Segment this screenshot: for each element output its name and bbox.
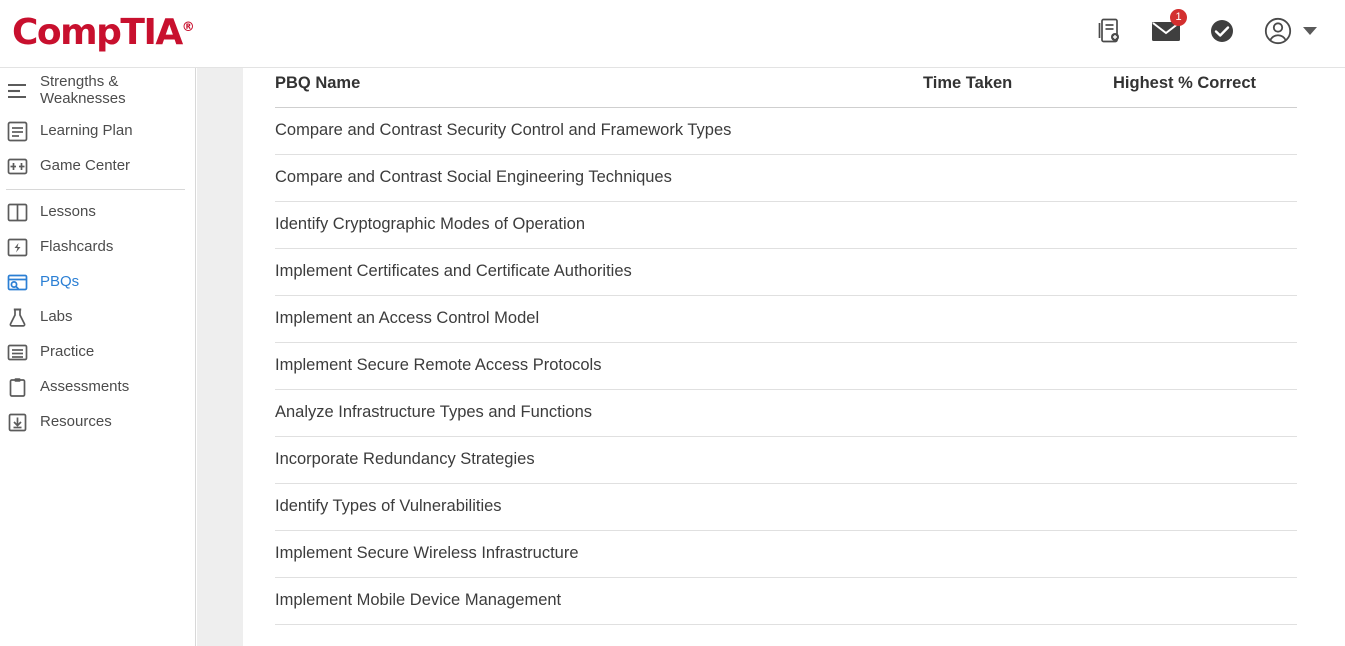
table-row[interactable] <box>275 343 1297 390</box>
table-row[interactable] <box>275 155 1297 202</box>
highest-percent-cell <box>1113 484 1297 531</box>
column-header-pbq-name[interactable]: PBQ Name <box>275 68 923 108</box>
sidebar-item-flashcards[interactable] <box>0 230 195 265</box>
sidebar-item-resources[interactable] <box>0 405 195 440</box>
highest-percent-cell <box>1113 390 1297 437</box>
game-icon <box>6 156 28 178</box>
mail-icon[interactable] <box>1151 11 1182 48</box>
pbq-table-body <box>275 108 1297 625</box>
table-row[interactable] <box>275 296 1297 343</box>
time-taken-cell <box>923 390 1113 437</box>
practice-icon <box>6 342 28 364</box>
highest-percent-cell <box>1113 578 1297 625</box>
time-taken-cell <box>923 437 1113 484</box>
table-row[interactable] <box>275 249 1297 296</box>
pbq-name-cell[interactable]: Compare and Contrast Security Control and Framework Types <box>275 108 923 155</box>
sidebar-item-label: Resources <box>40 413 112 431</box>
pbq-icon <box>6 272 28 294</box>
table-row[interactable] <box>275 390 1297 437</box>
table-row[interactable] <box>275 202 1297 249</box>
logo-trademark: ® <box>181 20 194 35</box>
pbq-table-wrapper <box>275 68 1297 625</box>
table-row[interactable] <box>275 578 1297 625</box>
sidebar-item-label: Assessments <box>40 378 130 396</box>
pbq-name-cell[interactable]: Implement Secure Remote Access Protocols <box>275 343 923 390</box>
sidebar-item-game-center[interactable] <box>0 149 195 184</box>
pbq-name-cell[interactable]: Identify Cryptographic Modes of Operation <box>275 202 923 249</box>
sidebar-item-label: Flashcards <box>40 238 114 256</box>
flashcards-icon <box>6 237 28 259</box>
highest-percent-cell <box>1113 249 1297 296</box>
comptia-logo[interactable] <box>12 6 212 53</box>
pbq-name-cell[interactable]: Incorporate Redundancy Strategies <box>275 437 923 484</box>
sidebar-item-label: Learning Plan <box>40 122 133 140</box>
column-header-time-taken[interactable]: Time Taken <box>923 68 1113 108</box>
highest-percent-cell <box>1113 296 1297 343</box>
logo-text: CompTIA <box>12 12 182 53</box>
table-row[interactable] <box>275 484 1297 531</box>
pbq-table-head <box>275 68 1297 108</box>
sidebar-item-labs[interactable] <box>0 300 195 335</box>
time-taken-cell <box>923 202 1113 249</box>
table-row[interactable] <box>275 108 1297 155</box>
highest-percent-cell <box>1113 531 1297 578</box>
chevron-down-icon[interactable] <box>1303 27 1317 35</box>
pbq-name-cell[interactable]: Identify Types of Vulnerabilities <box>275 484 923 531</box>
pbq-content-area <box>243 68 1345 646</box>
pbq-name-cell[interactable]: Implement Mobile Device Management <box>275 578 923 625</box>
list-icon <box>6 121 28 143</box>
table-row[interactable] <box>275 437 1297 484</box>
header-icon-group <box>1095 11 1317 48</box>
pbq-name-cell[interactable]: Implement Secure Wireless Infrastructure <box>275 531 923 578</box>
time-taken-cell <box>923 296 1113 343</box>
highest-percent-cell <box>1113 202 1297 249</box>
check-cloud-icon[interactable] <box>1207 14 1237 48</box>
download-icon <box>6 412 28 434</box>
flask-icon <box>6 307 28 329</box>
pbq-name-cell[interactable]: Compare and Contrast Social Engineering Techniques <box>275 155 923 202</box>
sidebar-item-practice[interactable] <box>0 335 195 370</box>
book-icon <box>6 202 28 224</box>
pbq-name-cell[interactable]: Analyze Infrastructure Types and Functions <box>275 390 923 437</box>
table-header-row <box>275 68 1297 108</box>
sidebar-item-strengths-weaknesses[interactable] <box>0 68 195 114</box>
sidebar-item-pbqs[interactable] <box>0 265 195 300</box>
highest-percent-cell <box>1113 343 1297 390</box>
sidebar-item-label: Practice <box>40 343 95 361</box>
highest-percent-cell <box>1113 437 1297 484</box>
highest-percent-cell <box>1113 155 1297 202</box>
table-row[interactable] <box>275 531 1297 578</box>
sidebar-nav <box>0 68 196 646</box>
sidebar-item-label: Lessons <box>40 203 96 221</box>
pbq-name-cell[interactable]: Implement Certificates and Certificate Authorities <box>275 249 923 296</box>
highest-percent-cell <box>1113 108 1297 155</box>
time-taken-cell <box>923 343 1113 390</box>
time-taken-cell <box>923 155 1113 202</box>
notes-icon[interactable] <box>1095 14 1125 48</box>
time-taken-cell <box>923 484 1113 531</box>
sidebar-item-learning-plan[interactable] <box>0 114 195 149</box>
bars-icon <box>6 80 28 102</box>
time-taken-cell <box>923 249 1113 296</box>
sidebar-item-label: Strengths & Weaknesses <box>40 73 126 107</box>
top-header <box>0 0 1345 68</box>
sidebar-item-lessons[interactable] <box>0 195 195 230</box>
sidebar-item-assessments[interactable] <box>0 370 195 405</box>
sidebar-item-label: Game Center <box>40 157 131 175</box>
time-taken-cell <box>923 531 1113 578</box>
time-taken-cell <box>923 108 1113 155</box>
clipboard-icon <box>6 377 28 399</box>
time-taken-cell <box>923 578 1113 625</box>
pbq-table <box>275 68 1297 625</box>
content-gutter <box>197 68 243 646</box>
sidebar-item-label: PBQs <box>40 273 80 291</box>
sidebar-divider <box>6 189 185 190</box>
account-icon[interactable] <box>1263 14 1293 48</box>
mail-badge-count: 1 <box>1170 9 1187 26</box>
pbq-name-cell[interactable]: Implement an Access Control Model <box>275 296 923 343</box>
sidebar-item-label: Labs <box>40 308 73 326</box>
column-header-highest-percent-correct[interactable]: Highest % Correct <box>1113 68 1297 108</box>
